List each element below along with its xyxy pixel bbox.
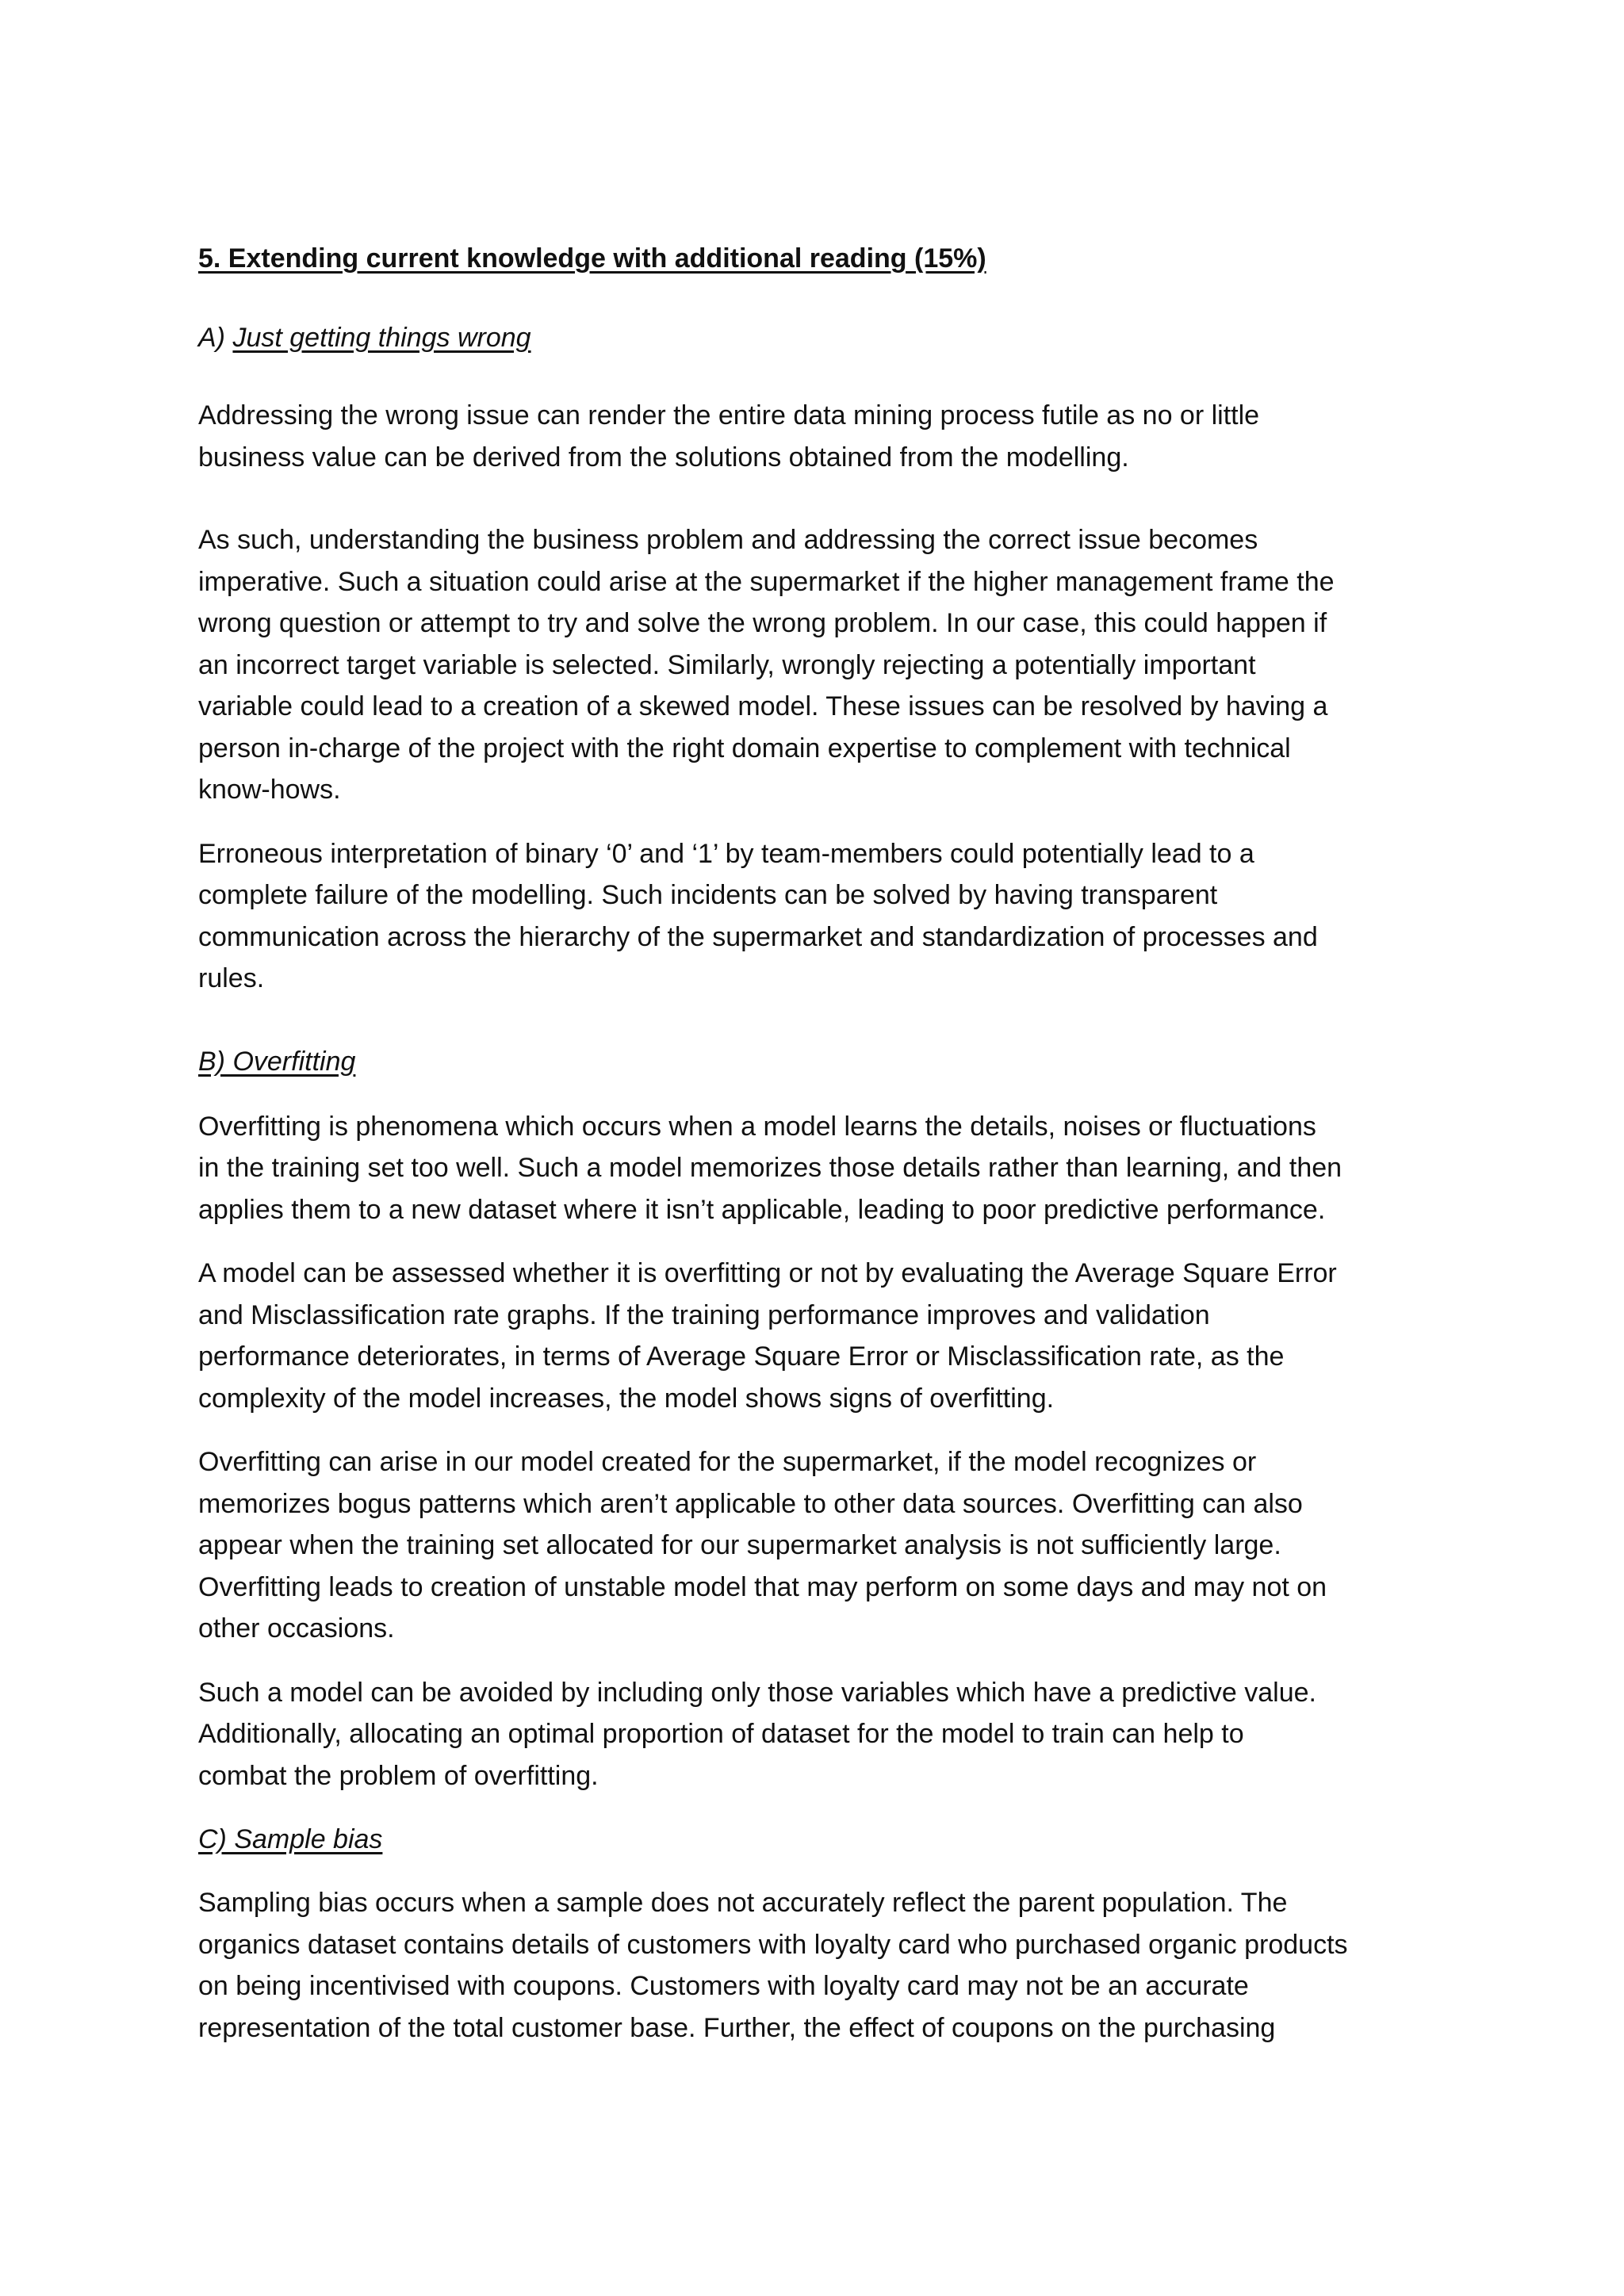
paragraph-b3 [198,1441,1451,1650]
paragraph-line: Additionally, allocating an optimal proportion of dataset for the model to train can help to [198,1719,1244,1749]
paragraph-line: person in-charge of the project with the right domain expertise to complement with technical [198,733,1291,763]
paragraph-line: complexity of the model increases, the model shows signs of overfitting. [198,1383,1055,1414]
subheading-c-title: C) Sample bias [198,1824,383,1854]
paragraph-line: combat the problem of overfitting. [198,1760,599,1791]
subheading-c [198,1819,1451,1860]
paragraph-line: Addressing the wrong issue can render the entire data mining process futile as no or little [198,400,1260,430]
paragraph-line: imperative. Such a situation could arise at the supermarket if the higher management frame the [198,566,1335,597]
paragraph-b2 [198,1253,1451,1419]
paragraph-line: and Misclassification rate graphs. If the training performance improves and validation [198,1299,1210,1330]
paragraph-line: other occasions. [198,1613,395,1644]
paragraph-b4 [198,1672,1451,1797]
paragraph-line: A model can be assessed whether it is overfitting or not by evaluating the Average Square Error [198,1258,1337,1288]
paragraph-a3 [198,833,1451,1000]
paragraph-line: applies them to a new dataset where it isn’t applicable, leading to poor predictive performance. [198,1194,1326,1225]
section-title: 5. Extending current knowledge with additional reading (15%) [198,243,986,274]
paragraph-line: wrong question or attempt to try and solve the wrong problem. In our case, this could happen if [198,608,1327,638]
paragraph-line: memorizes bogus patterns which aren’t applicable to other data sources. Overfitting can also [198,1488,1303,1519]
subheading-a [198,317,1451,358]
paragraph-line: Overfitting can arise in our model created for the supermarket, if the model recognizes or [198,1447,1257,1477]
paragraph-line: variable could lead to a creation of a skewed model. These issues can be resolved by having a [198,691,1328,721]
subheading-a-title: Just getting things wrong [232,323,531,353]
paragraph-line: rules. [198,963,265,993]
paragraph-line: appear when the training set allocated for our supermarket analysis is not sufficiently large. [198,1530,1281,1560]
paragraph-line: complete failure of the modelling. Such incidents can be solved by having transparent [198,880,1218,910]
paragraph-line: As such, understanding the business problem and addressing the correct issue becomes [198,525,1258,555]
paragraph-line: organics dataset contains details of customers with loyalty card who purchased organic products [198,1929,1348,1960]
subheading-b-title: B) Overfitting [198,1046,356,1077]
paragraph-line: communication across the hierarchy of the supermarket and standardization of processes and [198,921,1318,952]
paragraph-line: Erroneous interpretation of binary ‘0’ and ‘1’ by team-members could potentially lead to a [198,838,1254,869]
paragraph-c1 [198,1882,1451,2049]
paragraph-a2 [198,519,1451,811]
paragraph-line: Overfitting is phenomena which occurs when a model learns the details, noises or fluctuations [198,1111,1316,1142]
paragraph-a1 [198,395,1451,478]
subheading-b [198,1041,1451,1082]
paragraph-line: performance deteriorates, in terms of Average Square Error or Misclassification rate, as the [198,1341,1285,1372]
paragraph-line: know-hows. [198,775,341,805]
paragraph-line: Sampling bias occurs when a sample does not accurately reflect the parent population. The [198,1888,1288,1918]
document-body [198,238,1451,2072]
paragraph-line: Such a model can be avoided by including only those variables which have a predictive value. [198,1677,1316,1708]
paragraph-line: in the training set too well. Such a model memorizes those details rather than learning, and then [198,1153,1342,1183]
subheading-a-prefix: A) [198,323,233,353]
paragraph-line: business value can be derived from the solutions obtained from the modelling. [198,442,1129,473]
paragraph-line: an incorrect target variable is selected. Similarly, wrongly rejecting a potentially important [198,649,1256,680]
paragraph-line: representation of the total customer base. Further, the effect of coupons on the purchasing [198,2012,1276,2043]
paragraph-line: on being incentivised with coupons. Customers with loyalty card may not be an accurate [198,1971,1249,2001]
paragraph-b1 [198,1106,1451,1231]
paragraph-line: Overfitting leads to creation of unstable model that may perform on some days and may not on [198,1571,1327,1602]
